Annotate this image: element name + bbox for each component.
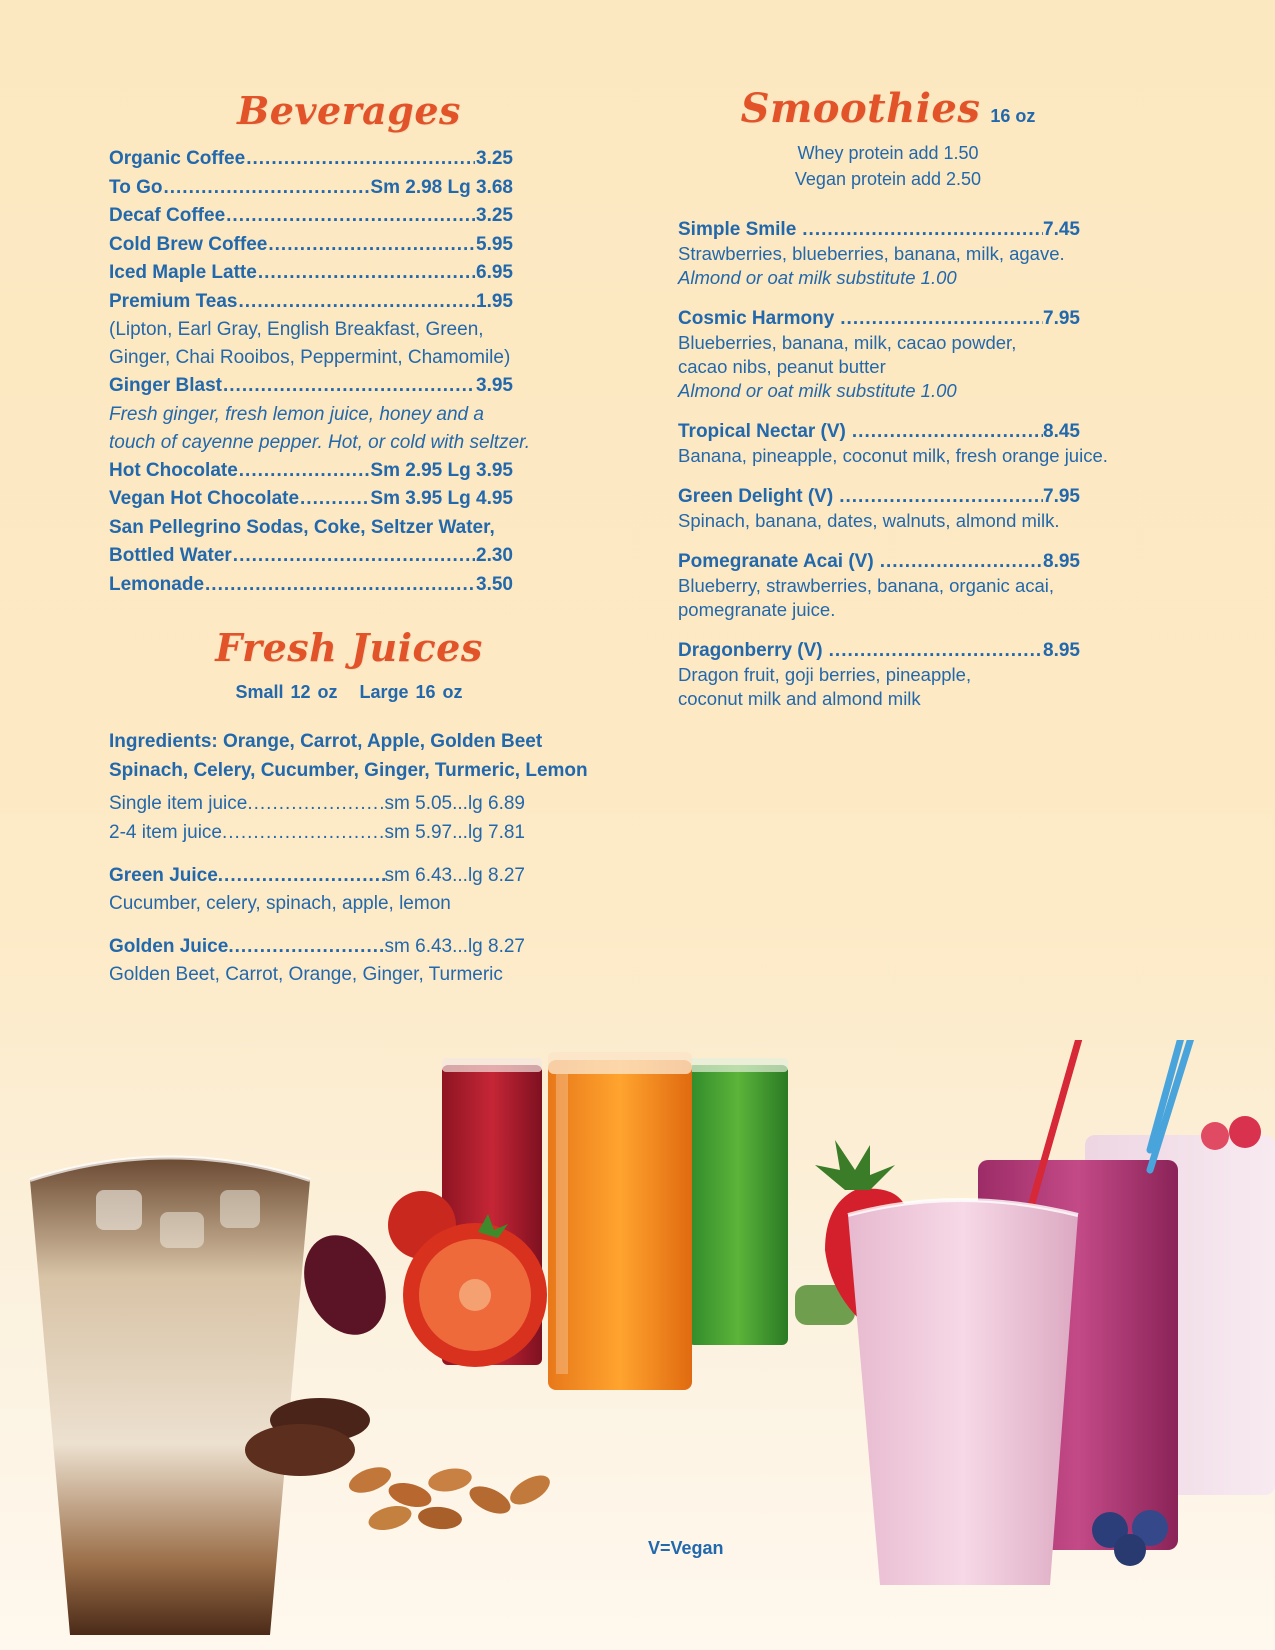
leader-dots [228, 932, 384, 961]
item-name: Ginger Blast [109, 375, 222, 396]
item-price: 5.95 [476, 233, 513, 255]
green-juice-glass [688, 1065, 788, 1345]
ingredients-line: Spinach, Celery, Cucumber, Ginger, Turmeric, Lemon [109, 760, 588, 781]
leader-dots [163, 174, 369, 203]
leader-dots [226, 202, 475, 231]
item-name: Bottled Water [109, 545, 232, 566]
item-price: 7.45 [1043, 219, 1080, 240]
menu-item-cold-brew [109, 231, 513, 260]
item-note: Almond or oat milk substitute 1.00 [678, 267, 957, 288]
item-price: 3.50 [476, 573, 513, 595]
juice-sizes [109, 682, 589, 703]
item-price: Sm 2.98 Lg 3.68 [370, 176, 513, 198]
item-name: Hot Chocolate [109, 459, 238, 481]
smoothies-title: Smoothies [740, 85, 981, 132]
menu-item-premium-teas [109, 288, 513, 317]
leader-dots [247, 789, 384, 818]
item-price: 3.95 [476, 375, 513, 396]
item-price: Sm 2.95 Lg 3.95 [370, 459, 513, 481]
item-description: cacao nibs, peanut butter [678, 356, 886, 377]
item-price: 3.25 [476, 205, 513, 226]
item-price: sm 5.05...lg 6.89 [384, 793, 525, 814]
menu-item-decaf-coffee [109, 202, 513, 231]
leader-dots [852, 420, 1043, 444]
item-description: Banana, pineapple, coconut milk, fresh orange juice. [678, 445, 1108, 466]
ingredients-line: Ingredients: Orange, Carrot, Apple, Golden Beet [109, 731, 543, 752]
item-name: Dragonberry (V) [678, 640, 823, 661]
item-price: Sm 3.95 Lg 4.95 [370, 488, 513, 509]
drinks-illustration [0, 1040, 1275, 1650]
leader-dots [880, 550, 1043, 574]
teas-description: Ginger, Chai Rooibos, Peppermint, Chamomile) [109, 347, 511, 368]
leader-dots [840, 307, 1043, 331]
smoothie-glasses [848, 1040, 1275, 1585]
smoothie-size: 16 oz [990, 106, 1036, 126]
beverages-title: Beverages [237, 88, 461, 133]
leader-dots [839, 485, 1043, 509]
item-price: 2.30 [476, 545, 513, 566]
orange-juice-glass [548, 1060, 692, 1390]
menu-item-to-go [109, 174, 513, 203]
menu-item-green-juice [109, 861, 629, 918]
item-price: 6.95 [476, 262, 513, 283]
juices-header [109, 625, 589, 670]
item-price: 8.95 [1043, 551, 1080, 572]
beverages-list [109, 145, 629, 599]
smoothies-list [678, 218, 1198, 711]
menu-item-pomegranate-acai [678, 550, 1198, 622]
menu-item-iced-maple-latte [109, 259, 513, 288]
item-name: Decaf Coffee [109, 205, 226, 226]
leader-dots [300, 485, 369, 514]
leader-dots [246, 145, 475, 174]
item-note: Almond or oat milk substitute 1.00 [678, 380, 957, 401]
leader-dots [205, 571, 475, 600]
menu-item-tropical-nectar [678, 420, 1198, 468]
menu-item-simple-smile [678, 218, 1198, 290]
ginger-description: touch of cayenne pepper. Hot, or cold with seltzer. [109, 431, 531, 453]
leader-dots [238, 288, 475, 317]
menu-item-multi-juice [109, 818, 525, 847]
leader-dots [802, 218, 1043, 242]
leader-dots [829, 639, 1043, 663]
item-description: Spinach, banana, dates, walnuts, almond milk. [678, 510, 1060, 531]
item-description: Blueberry, strawberries, banana, organic acai, [678, 575, 1055, 596]
item-name: 2-4 item juice [109, 822, 222, 843]
item-price: sm 6.43...lg 8.27 [384, 865, 525, 886]
smoothies-header [678, 85, 1098, 132]
vegan-legend: V=Vegan [648, 1538, 724, 1558]
item-price: sm 6.43...lg 8.27 [384, 936, 525, 957]
menu-item-single-juice [109, 789, 525, 818]
menu-item-bottled-water [109, 542, 513, 571]
menu-item-hot-chocolate [109, 457, 513, 486]
item-name: Organic Coffee [109, 148, 246, 169]
leader-dots [222, 818, 385, 847]
leader-dots [233, 542, 475, 571]
item-price: 8.45 [1043, 421, 1080, 442]
item-price: 7.95 [1043, 486, 1080, 507]
item-name: Iced Maple Latte [109, 262, 257, 283]
juices-title: Fresh Juices [215, 625, 483, 670]
item-description: Golden Beet, Carrot, Orange, Ginger, Turmeric [109, 964, 503, 985]
menu-item-green-delight [678, 485, 1198, 533]
menu-item-sodas [109, 514, 629, 543]
vegan-protein-addon: Vegan protein add 2.50 [794, 169, 982, 189]
menu-item-vegan-hot-chocolate [109, 485, 513, 514]
item-name: Lemonade [109, 573, 205, 595]
cacao-and-almonds [245, 1398, 555, 1534]
whey-addon: Whey protein add 1.50 [797, 143, 979, 163]
item-price: sm 5.97...lg 7.81 [384, 822, 525, 843]
leader-dots [223, 372, 475, 401]
ginger-description: Fresh ginger, fresh lemon juice, honey and a [109, 403, 484, 425]
beet-icon [289, 1222, 402, 1348]
right-column [678, 85, 1198, 728]
item-name: Golden Juice [109, 936, 229, 957]
item-name: Tropical Nectar (V) [678, 421, 846, 442]
juice-size-small: Small 12 oz [235, 682, 338, 702]
item-name: Cold Brew Coffee [109, 233, 268, 255]
item-name: Green Delight (V) [678, 486, 834, 507]
item-name: San Pellegrino Sodas, Coke, Seltzer Water, [109, 516, 495, 538]
teas-description: (Lipton, Earl Gray, English Breakfast, Green, [109, 319, 484, 340]
item-description: Dragon fruit, goji berries, pineapple, [678, 664, 972, 685]
beverages-header [109, 88, 589, 133]
item-description: coconut milk and almond milk [678, 688, 921, 709]
iced-latte-glass [30, 1158, 310, 1636]
item-name: Green Juice [109, 865, 218, 886]
menu-item-lemonade [109, 571, 513, 600]
item-name: Pomegranate Acai (V) [678, 551, 874, 572]
item-name: Premium Teas [109, 290, 238, 312]
item-price: 1.95 [476, 290, 513, 312]
juice-ingredients [109, 727, 629, 785]
menu-item-ginger-blast [109, 372, 513, 401]
protein-addons [678, 140, 1098, 192]
juice-size-large: Large 16 oz [359, 682, 463, 702]
menu-item-dragonberry [678, 639, 1198, 711]
item-description: pomegranate juice. [678, 599, 836, 620]
menu-item-organic-coffee [109, 145, 513, 174]
menu-item-golden-juice [109, 932, 629, 989]
item-price: 7.95 [1043, 308, 1080, 329]
item-name: To Go [109, 176, 163, 198]
item-name: Single item juice [109, 793, 248, 814]
leader-dots [268, 231, 475, 260]
item-price: 8.95 [1043, 640, 1080, 661]
leader-dots [218, 861, 385, 890]
item-name: Vegan Hot Chocolate [109, 488, 300, 509]
item-name: Simple Smile [678, 219, 797, 240]
item-description: Cucumber, celery, spinach, apple, lemon [109, 893, 451, 914]
item-name: Cosmic Harmony [678, 308, 835, 329]
juice-pricing [109, 789, 629, 847]
item-description: Strawberries, blueberries, banana, milk, agave. [678, 243, 1065, 264]
item-description: Blueberries, banana, milk, cacao powder, [678, 332, 1017, 353]
pink-smoothie [848, 1200, 1078, 1585]
leader-dots [239, 457, 370, 486]
item-price: 3.25 [476, 148, 513, 169]
left-column [109, 88, 629, 989]
leader-dots [258, 259, 475, 288]
menu-item-cosmic-harmony [678, 307, 1198, 403]
